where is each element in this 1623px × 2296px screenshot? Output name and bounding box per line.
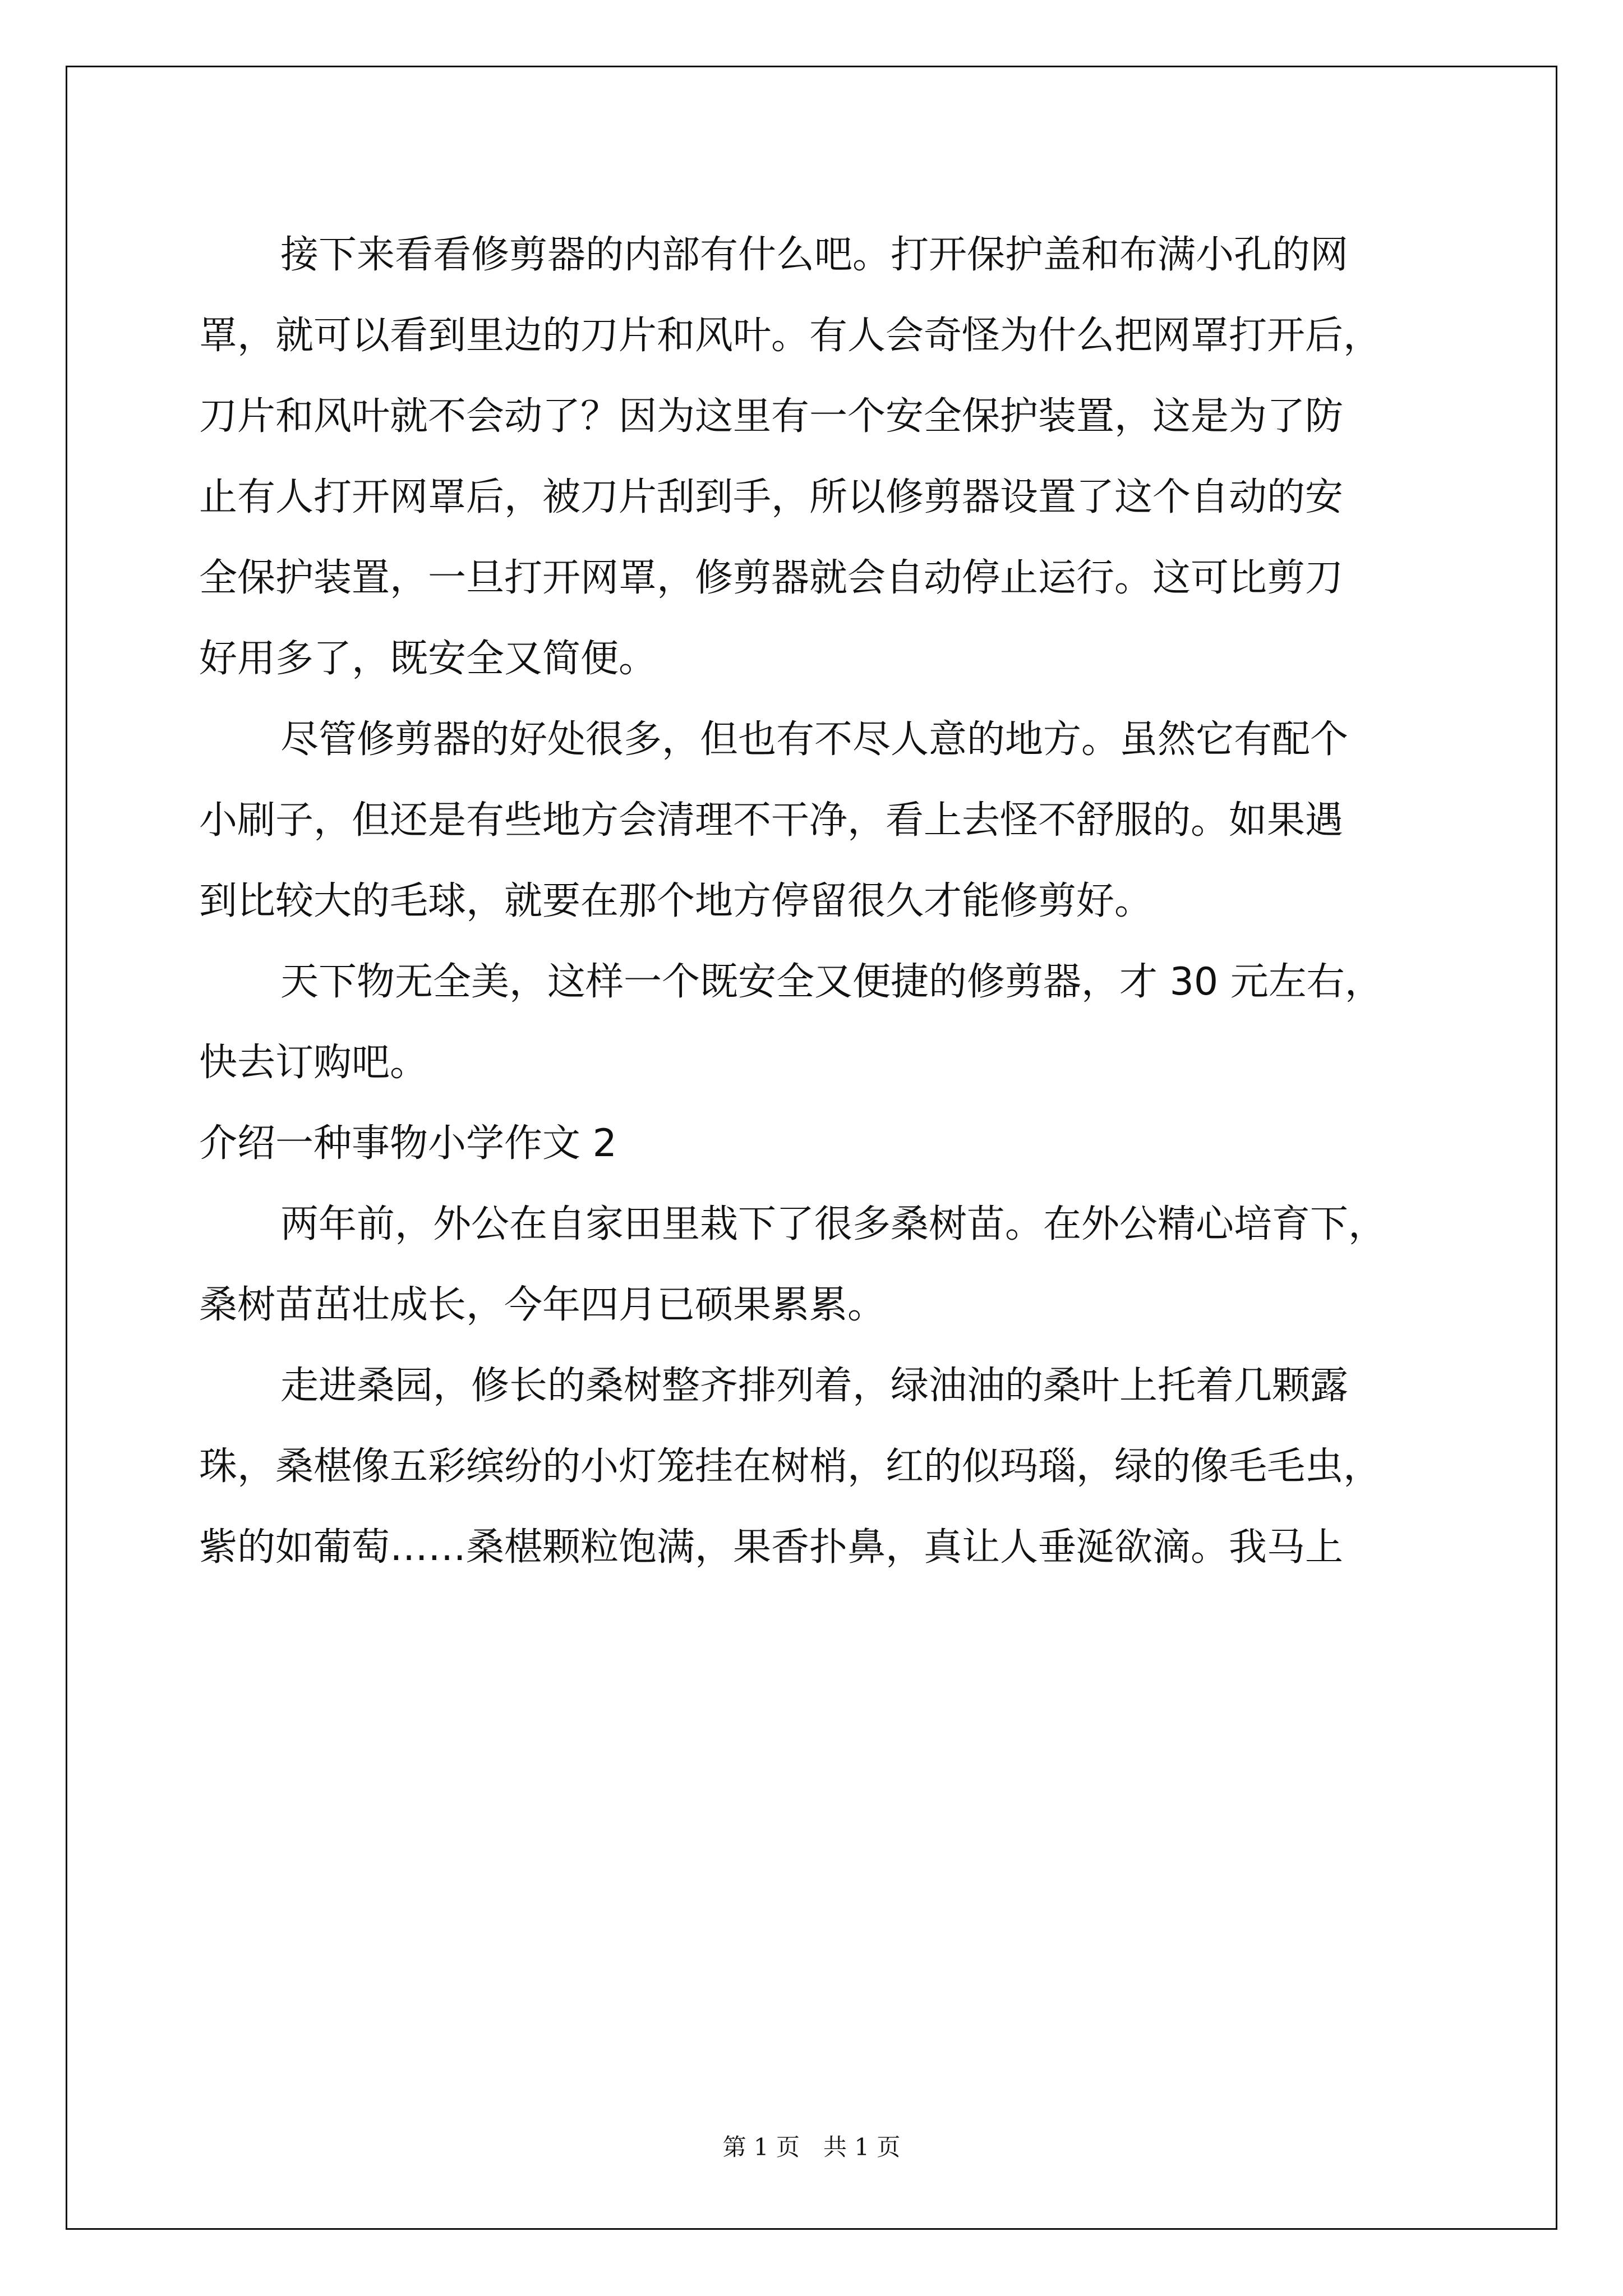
text-line: 快去订购吧。 (199, 1041, 428, 1085)
text-line: 接下来看看修剪器的内部有什么吧。打开保护盖和布满小孔的网 (280, 233, 1349, 277)
paragraph-2 (199, 700, 1427, 942)
text-line: 尽管修剪器的好处很多，但也有不尽人意的地方。虽然它有配个 (280, 717, 1349, 762)
text-line: 到比较大的毛球，就要在那个地方停留很久才能修剪好。 (199, 879, 1153, 923)
paragraph-3 (199, 942, 1427, 1103)
page-footer: 第 1 页 共 1 页 (722, 2133, 901, 2161)
text-line: 罩，就可以看到里边的刀片和风叶。有人会奇怪为什么把网罩打开后， (199, 314, 1382, 358)
text-line: 珠，桑椹像五彩缤纷的小灯笼挂在树梢，红的似玛瑙，绿的像毛毛虫， (199, 1444, 1382, 1489)
section-heading: 介绍一种事物小学作文 2 (199, 1121, 617, 1166)
paragraph-5 (199, 1346, 1427, 1588)
text-line: 天下物无全美，这样一个既安全又便捷的修剪器，才 30 元左右， (280, 960, 1383, 1004)
text-line: 止有人打开网罩后，被刀片刮到手，所以修剪器设置了这个自动的安 (199, 475, 1344, 519)
document-body (199, 215, 1427, 1588)
text-line: 桑树苗茁壮成长，今年四月已硕果累累。 (199, 1283, 886, 1327)
text-line: 好用多了，既安全又简便。 (199, 637, 657, 681)
paragraph-1 (199, 215, 1427, 700)
text-line: 走进桑园，修长的桑树整齐排列着，绿油油的桑叶上托着几颗露 (280, 1364, 1349, 1408)
text-line: 全保护装置，一旦打开网罩，修剪器就会自动停止运行。这可比剪刀 (199, 556, 1344, 600)
text-line: 刀片和风叶就不会动了？因为这里有一个安全保护装置，这是为了防 (199, 394, 1344, 439)
text-line: 紫的如葡萄……桑椹颗粒饱满，果香扑鼻，真让人垂涎欲滴。我马上 (199, 1525, 1344, 1570)
text-line: 小刷子，但还是有些地方会清理不干净，看上去怪不舒服的。如果遇 (199, 798, 1344, 843)
paragraph-4 (199, 1184, 1427, 1346)
text-line: 两年前，外公在自家田里栽下了很多桑树苗。在外公精心培育下， (280, 1202, 1387, 1246)
